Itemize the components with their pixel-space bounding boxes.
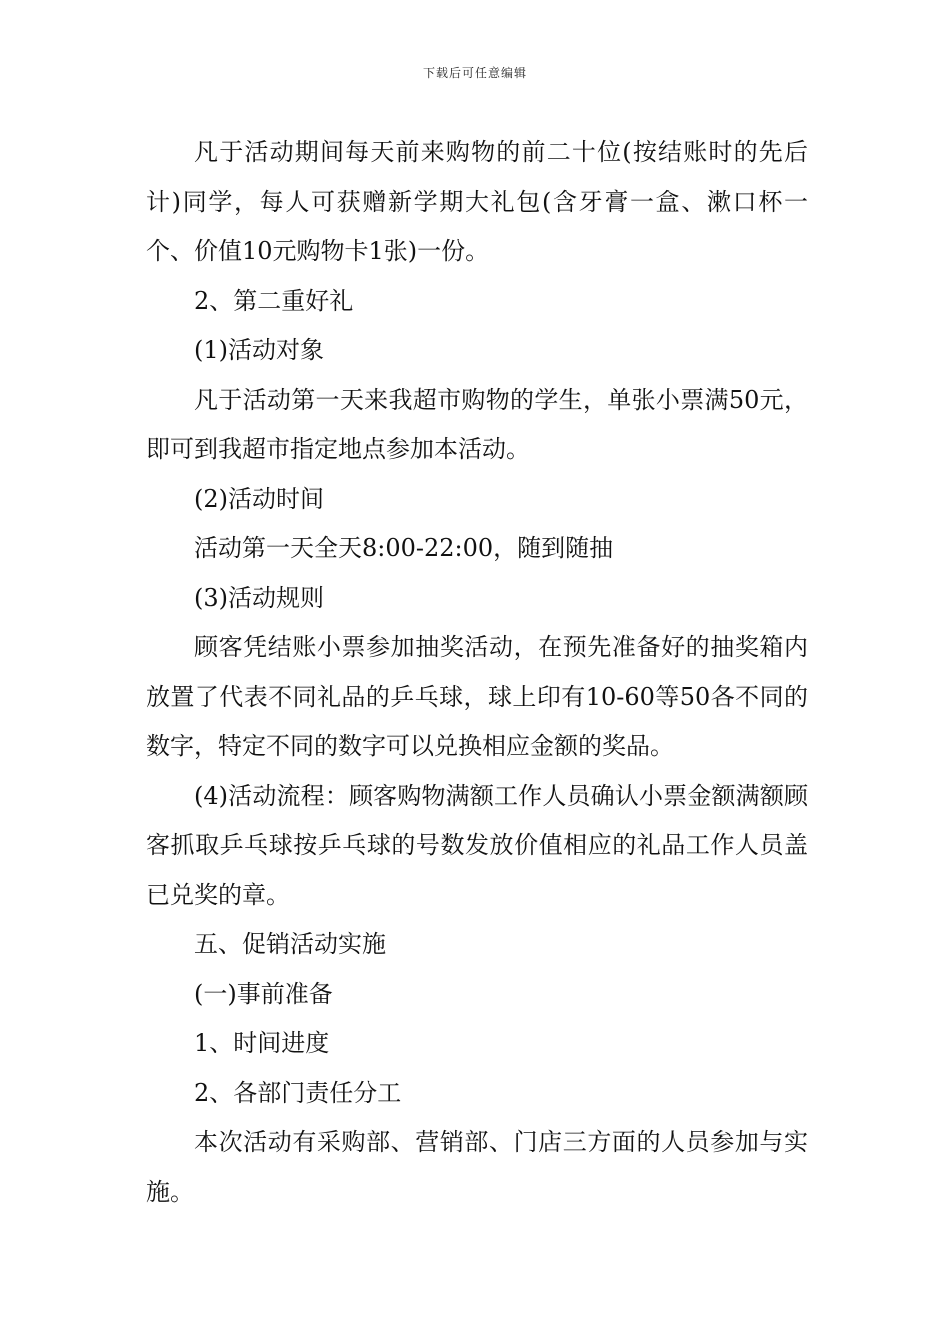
item-schedule: 1、时间进度: [194, 1029, 330, 1057]
paragraph-gift-package: 凡于活动期间每天前来购物的前二十位(按结账时的先后计)同学，每人可获赠新学期大礼包(含牙膏一盒、漱口杯一个、价值10元购物卡1张)一份。: [146, 138, 808, 265]
heading-second-gift: 2、第二重好礼: [194, 286, 354, 315]
subheading-preparation: (一)事前准备: [194, 979, 333, 1008]
page-header-note: 下载后可任意编辑: [422, 66, 527, 80]
paragraph-participants: 本次活动有采购部、营销部、门店三方面的人员参加与实施。: [146, 1128, 808, 1206]
paragraph-activity-rules: 顾客凭结账小票参加抽奖活动，在预先准备好的抽奖箱内放置了代表不同礼品的乒乓球，球上印有10-60等50各不同的数字，特定不同的数字可以兑换相应金额的奖品。: [146, 633, 808, 760]
subheading-activity-time: (2)活动时间: [194, 484, 324, 513]
paragraph-activity-process: (4)活动流程：顾客购物满额工作人员确认小票金额满额顾客抓取乒乓球按乒乓球的号数发放价值相应的礼品工作人员盖已兑奖的章。: [146, 781, 808, 909]
item-responsibilities: 2、各部门责任分工: [194, 1078, 402, 1107]
paragraph-activity-time: 活动第一天全天8:00-22:00，随到随抽: [194, 534, 614, 562]
document-body: [146, 128, 808, 1217]
subheading-activity-rules: (3)活动规则: [194, 583, 324, 612]
subheading-activity-target: (1)活动对象: [194, 336, 324, 364]
heading-promotion-implementation: 五、促销活动实施: [194, 930, 386, 958]
paragraph-activity-target: 凡于活动第一天来我超市购物的学生，单张小票满50元，即可到我超市指定地点参加本活动。: [146, 385, 808, 463]
